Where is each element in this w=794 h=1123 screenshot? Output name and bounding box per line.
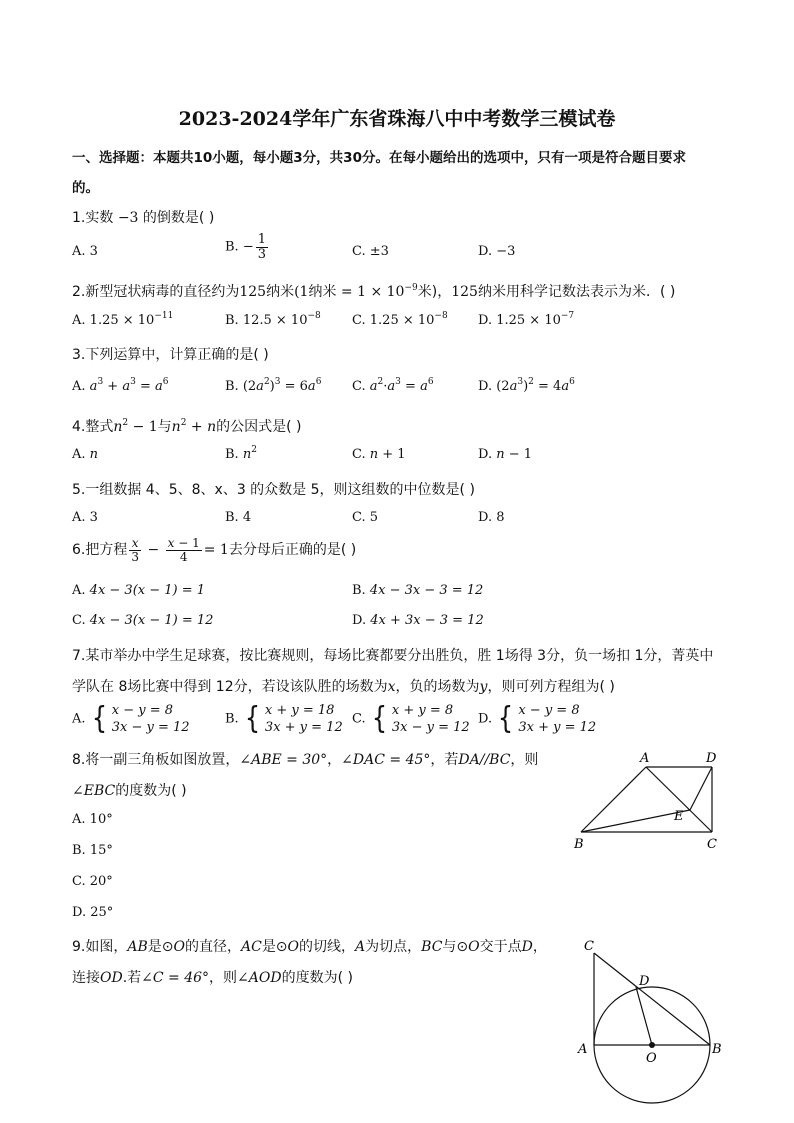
question-3-stem: 3.下列运算中，计算正确的是( )	[72, 347, 269, 363]
q4-option-a: A. n	[72, 447, 99, 462]
q9-circle-figure	[572, 936, 732, 1106]
q1-option-b: B. − $\frac{1}{3}$	[225, 232, 267, 262]
q1-option-d: D. −3	[478, 244, 516, 259]
section-instruction: 一、选择题：本题共10小题，每小题3分，共30分。在每小题给出的选项中，只有一项是符合题目要求	[72, 150, 686, 166]
q4-option-b: B. $n^2$	[225, 445, 257, 462]
label-d: D	[639, 974, 650, 989]
question-2-stem: 2.新型冠状病毒的直径约为125纳米(1纳米 = $1 \times 10^{-9}$米)，125纳米用科学记数法表示为米．( )	[72, 283, 676, 300]
question-4-stem: 4.整式$n^2 - 1$与$n^2 + n$的公因式是( )	[72, 418, 302, 435]
question-9-line1: 9.如图，AB是⊙O的直径，AC是⊙O的切线，A为切点，BC与⊙O交于点D，	[72, 939, 547, 955]
label-b: B	[712, 1042, 722, 1057]
q7-option-c: C. { x + y = 8 3x − y = 12	[352, 701, 470, 736]
question-6-stem: 6.把方程 $\frac{x}{3}$ − $\frac{x - 1}{4}$ = 1去分母后正确的是( )	[72, 536, 357, 564]
question-5-stem: 5.一组数据 4、5、8、x、3 的众数是 5，则这组数的中位数是( )	[72, 482, 475, 498]
q7-option-d: D. { x − y = 8 3x + y = 12	[478, 701, 597, 736]
q7-option-b: B. { x + y = 18 3x + y = 12	[225, 701, 343, 736]
question-7-line2: 学队在 8场比赛中得到 12分，若设该队胜的场数为x，负的场数为y，则可列方程组为( )	[72, 679, 615, 695]
question-1-stem: 1.实数 −3 的倒数是( )	[72, 210, 215, 226]
q5-option-a: A. 3	[72, 510, 98, 525]
segment-ba	[581, 767, 646, 832]
q5-option-c: C. 5	[352, 510, 379, 525]
q2-option-d: D. $1.25 \times 10^{-7}$	[478, 311, 575, 328]
q8-option-a: A. 10°	[72, 812, 113, 827]
q4-option-c: C. n + 1	[352, 447, 406, 462]
question-9-line2: 连接OD.若∠C = 46°，则∠AOD的度数为( )	[72, 970, 353, 986]
section-instruction-cont: 的。	[72, 180, 99, 196]
q7-option-a: A. { x − y = 8 3x − y = 12	[72, 701, 190, 736]
q2-option-a: A. $1.25 \times 10^{-11}$	[72, 311, 174, 328]
q3-option-d: D. $(2a^3)^2 = 4a^6$	[478, 377, 575, 394]
label-c: C	[584, 939, 594, 954]
q6-option-d: D. 4x + 3x − 3 = 12	[352, 613, 484, 628]
q3-option-c: C. $a^2\cdot a^3 = a^6$	[352, 377, 434, 394]
q5-option-d: D. 8	[478, 510, 505, 525]
q2-option-b: B. $12.5 \times 10^{-8}$	[225, 311, 321, 328]
q4-option-d: D. n − 1	[478, 447, 533, 462]
label-o: O	[646, 1051, 657, 1066]
q6-option-c: C. 4x − 3(x − 1) = 12	[72, 613, 214, 628]
segment-ed	[690, 767, 712, 810]
q5-option-b: B. 4	[225, 510, 252, 525]
label-d: D	[706, 751, 717, 766]
q8-option-b: B. 15°	[72, 843, 113, 858]
segment-od	[636, 987, 652, 1045]
q1-option-c: C. ±3	[352, 244, 389, 259]
q1-option-a: A. 3	[72, 244, 98, 259]
q6-option-b: B. 4x − 3x − 3 = 12	[352, 583, 484, 598]
page-title: 2023-2024学年广东省珠海八中中考数学三模试卷	[178, 108, 616, 130]
q3-option-b: B. $(2a^2)^3 = 6a^6$	[225, 377, 322, 394]
label-a: A	[578, 1042, 588, 1057]
q2-option-c: C. $1.25 \times 10^{-8}$	[352, 311, 448, 328]
q8-triangle-figure	[570, 748, 730, 854]
label-e: E	[674, 809, 684, 824]
question-7-line1: 7.某市举办中学生足球赛，按比赛规则，每场比赛都要分出胜负，胜 1场得 3分，负一场扣 1分，菁英中	[72, 648, 714, 664]
label-a: A	[640, 751, 650, 766]
q6-option-a: A. 4x − 3(x − 1) = 1	[72, 583, 206, 598]
center-point	[649, 1042, 655, 1048]
label-b: B	[574, 837, 584, 852]
question-8-line1: 8.将一副三角板如图放置，∠ABE = 30°，∠DAC = 45°，若DA//BC，则	[72, 752, 539, 768]
segment-cb	[594, 953, 710, 1045]
q3-option-a: A. $a^3 + a^3 = a^6$	[72, 377, 169, 394]
q8-option-c: C. 20°	[72, 874, 113, 889]
label-c: C	[707, 837, 717, 852]
question-8-line2: ∠EBC的度数为( )	[72, 783, 187, 799]
q8-option-d: D. 25°	[72, 905, 114, 920]
